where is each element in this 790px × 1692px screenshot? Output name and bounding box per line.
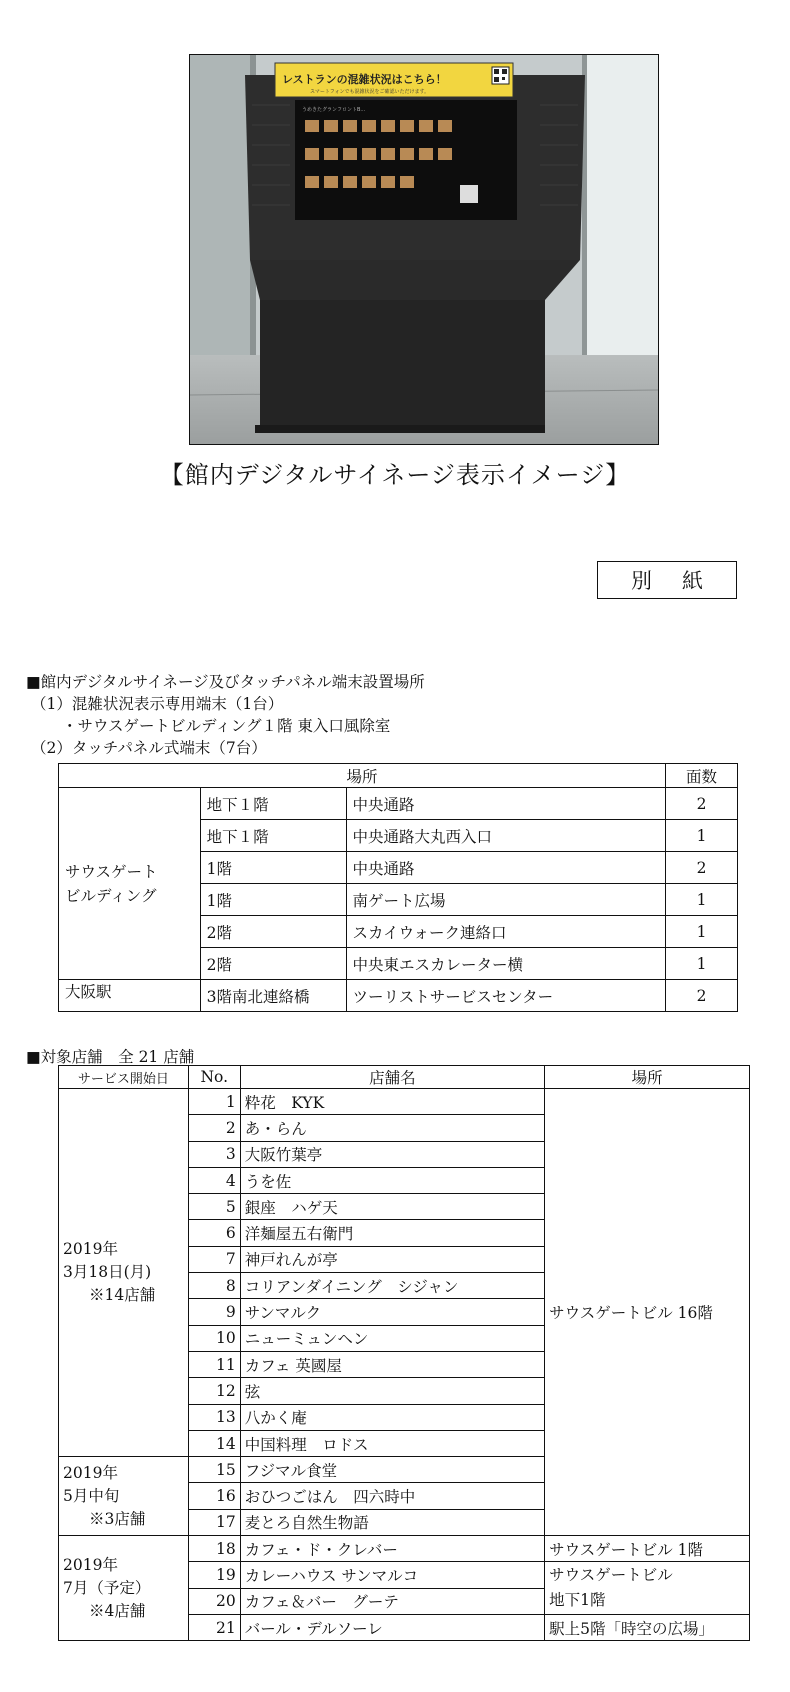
store-name: 洋麺屋五右衛門 xyxy=(240,1220,544,1246)
attachment-label: 別紙 xyxy=(597,561,737,599)
store-no: 20 xyxy=(188,1588,240,1614)
store-name: バール・デルソーレ xyxy=(240,1614,544,1640)
location: 中央東エスカレーター横 xyxy=(346,948,666,980)
signage-photo-illustration xyxy=(190,55,658,444)
banner-subtext: スマートフォンでも混雑状況をご確認いただけます。 xyxy=(310,89,430,95)
store-no: 5 xyxy=(188,1194,240,1220)
location: 南ゲート広場 xyxy=(346,884,666,916)
building-osaka-station: 大阪駅 xyxy=(59,980,201,1012)
floor: 地下１階 xyxy=(200,788,346,820)
screen-title: うめきたグランフロントB... xyxy=(302,107,366,113)
location: 中央通路大丸西入口 xyxy=(346,820,666,852)
start-note: ※14店舗 xyxy=(89,1286,156,1305)
start-note: ※3店舗 xyxy=(89,1509,146,1528)
store-place-line2: 地下1階 xyxy=(549,1591,606,1610)
target-stores-table xyxy=(58,1065,750,1641)
location: 中央通路 xyxy=(346,852,666,884)
store-name: 麦とろ自然生物語 xyxy=(240,1509,544,1535)
store-no: 14 xyxy=(188,1430,240,1456)
store-name: 八かく庵 xyxy=(240,1404,544,1430)
store-name: 粋花 KYK xyxy=(240,1089,544,1115)
store-name: 弦 xyxy=(240,1378,544,1404)
table-row xyxy=(59,1089,750,1115)
start-date: 3月18日(月) xyxy=(63,1263,152,1282)
store-no: 10 xyxy=(188,1325,240,1351)
count: 1 xyxy=(666,884,738,916)
store-no: 7 xyxy=(188,1246,240,1272)
store-no: 4 xyxy=(188,1167,240,1193)
store-name: 銀座 ハゲ天 xyxy=(240,1194,544,1220)
count: 1 xyxy=(666,820,738,852)
store-no: 3 xyxy=(188,1141,240,1167)
start-group-3 xyxy=(59,1536,189,1641)
floor: 地下１階 xyxy=(200,820,346,852)
store-no: 9 xyxy=(188,1299,240,1325)
start-group-1 xyxy=(59,1089,189,1457)
count: 1 xyxy=(666,916,738,948)
store-no: 19 xyxy=(188,1562,240,1588)
store-no: 12 xyxy=(188,1378,240,1404)
store-name: カレーハウス サンマルコ xyxy=(240,1562,544,1588)
floor: 2階 xyxy=(200,916,346,948)
store-place: サウスゲートビル 1階 xyxy=(545,1536,750,1562)
store-place: 駅上5階「時空の広場」 xyxy=(545,1614,750,1640)
store-no: 17 xyxy=(188,1509,240,1535)
count: 2 xyxy=(666,788,738,820)
header-start: サービス開始日 xyxy=(59,1066,189,1089)
header-no: No. xyxy=(188,1066,240,1089)
header-name: 店舗名 xyxy=(240,1066,544,1089)
store-name: 中国料理 ロドス xyxy=(240,1430,544,1456)
section1-item2: （2）タッチパネル式端末（7台） xyxy=(31,739,267,757)
photo-caption: 【館内デジタルサイネージ表示イメージ】 xyxy=(159,461,631,489)
header-place: 場所 xyxy=(59,764,666,788)
start-date: 5月中旬 xyxy=(63,1486,120,1505)
store-name: サンマルク xyxy=(240,1299,544,1325)
store-no: 8 xyxy=(188,1273,240,1299)
section1-item1-detail: ・サウスゲートビルディング１階 東入口風除室 xyxy=(62,717,391,735)
count: 1 xyxy=(666,948,738,980)
start-note: ※4店舗 xyxy=(89,1601,146,1620)
start-group-2 xyxy=(59,1457,189,1536)
store-no: 15 xyxy=(188,1457,240,1483)
floor: 1階 xyxy=(200,884,346,916)
store-name: 神戸れんが亭 xyxy=(240,1246,544,1272)
count: 2 xyxy=(666,852,738,884)
building-southgate: サウスゲート ビルディング xyxy=(59,788,201,980)
table-row xyxy=(59,788,738,820)
location: 中央通路 xyxy=(346,788,666,820)
banner-text: レストランの混雑状況はこちら！ xyxy=(282,73,447,86)
table-row xyxy=(59,980,738,1012)
store-no: 1 xyxy=(188,1089,240,1115)
installation-locations-table xyxy=(58,763,738,1012)
store-no: 18 xyxy=(188,1536,240,1562)
location: ツーリストサービスセンター xyxy=(346,980,666,1012)
store-name: カフェ＆バー グーテ xyxy=(240,1588,544,1614)
location: スカイウォーク連絡口 xyxy=(346,916,666,948)
signage-photo xyxy=(189,54,659,445)
start-year: 2019年 xyxy=(63,1240,118,1259)
header-place: 場所 xyxy=(545,1066,750,1089)
start-year: 2019年 xyxy=(63,1555,118,1574)
store-no: 16 xyxy=(188,1483,240,1509)
store-name: カフェ 英國屋 xyxy=(240,1351,544,1377)
section1-item1: （1）混雑状況表示専用端末（1台） xyxy=(31,695,284,713)
store-place-b1 xyxy=(545,1562,750,1615)
store-no: 6 xyxy=(188,1220,240,1246)
store-name: フジマル食堂 xyxy=(240,1457,544,1483)
start-year: 2019年 xyxy=(63,1463,118,1482)
floor: 2階 xyxy=(200,948,346,980)
store-name: あ・らん xyxy=(240,1115,544,1141)
store-name: コリアンダイニング シジャン xyxy=(240,1273,544,1299)
store-no: 13 xyxy=(188,1404,240,1430)
store-place-line1: サウスゲートビル xyxy=(549,1566,673,1585)
store-name: うを佐 xyxy=(240,1167,544,1193)
store-name: おひつごはん 四六時中 xyxy=(240,1483,544,1509)
store-no: 2 xyxy=(188,1115,240,1141)
store-name: ニューミュンヘン xyxy=(240,1325,544,1351)
count: 2 xyxy=(666,980,738,1012)
store-name: カフェ・ド・クレバー xyxy=(240,1536,544,1562)
store-name: 大阪竹葉亭 xyxy=(240,1141,544,1167)
store-no: 21 xyxy=(188,1614,240,1640)
section1-heading: ■館内デジタルサイネージ及びタッチパネル端末設置場所 xyxy=(26,673,425,691)
start-date: 7月（予定） xyxy=(63,1578,151,1597)
header-count: 面数 xyxy=(666,764,738,788)
store-no: 11 xyxy=(188,1351,240,1377)
floor: 3階南北連絡橋 xyxy=(200,980,346,1012)
floor: 1階 xyxy=(200,852,346,884)
table-row xyxy=(59,1536,750,1562)
store-place: サウスゲートビル 16階 xyxy=(545,1089,750,1536)
section2-heading: ■対象店舗 全 21 店舗 xyxy=(26,1048,195,1066)
